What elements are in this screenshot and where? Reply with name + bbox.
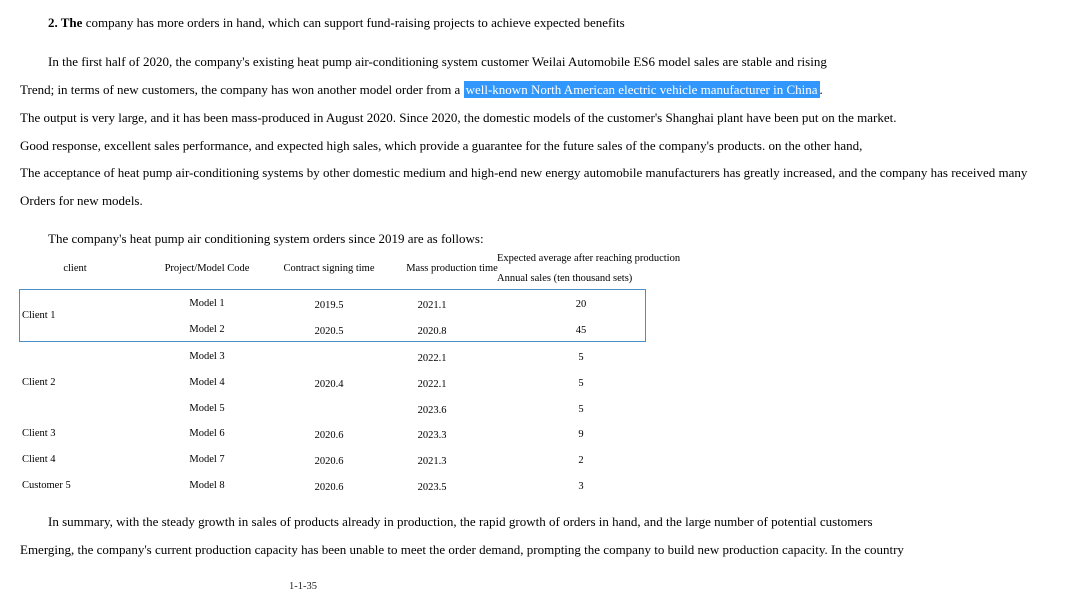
table-cell-model: Model 5 xyxy=(189,403,225,414)
paragraph-line-text: Trend; in terms of new customers, the company has won another model order from a xyxy=(20,82,464,97)
paragraph-line: The acceptance of heat pump air-conditioning systems by other domestic medium and high-end new energy automobile manufacturers has greatly increased, and the company has received many xyxy=(20,165,1028,180)
paragraph-line: Good response, excellent sales performance, and expected high sales, which provide a guarantee for the future sales of the company's products. on the other hand, xyxy=(20,138,863,153)
summary-line: In summary, with the steady growth in sales of products already in production, the rapid growth of orders in hand, and the large number of potential customers xyxy=(48,514,873,529)
page-number: 1-1-35 xyxy=(289,581,317,592)
table-cell-production: 2021.3 xyxy=(417,456,447,467)
table-cell-contract: 2020.5 xyxy=(314,326,344,337)
table-cell-client: Client 2 xyxy=(22,377,56,388)
table-cell-model: Model 3 xyxy=(189,351,225,362)
table-cell-sales: 5 xyxy=(578,404,584,415)
table-intro-line: The company's heat pump air conditioning system orders since 2019 are as follows: xyxy=(48,231,484,246)
table-cell-production: 2022.1 xyxy=(417,379,447,390)
table-cell-model: Model 1 xyxy=(189,298,225,309)
table-cell-contract: 2019.5 xyxy=(314,300,344,311)
table-cell-production: 2023.5 xyxy=(417,482,447,493)
table-cell-model: Model 6 xyxy=(189,428,225,439)
paragraph-line xyxy=(20,82,823,98)
section-heading-text: company has more orders in hand, which can support fund-raising projects to achieve expected benefits xyxy=(82,15,625,30)
table-cell-production: 2023.3 xyxy=(417,430,447,441)
paragraph-line: The output is very large, and it has been mass-produced in August 2020. Since 2020, the domestic models of the customer's Shanghai plant have been put on the market. xyxy=(20,110,897,125)
table-cell-sales: 2 xyxy=(578,455,584,466)
table-cell-contract: 2020.6 xyxy=(314,456,344,467)
table-cell-production: 2023.6 xyxy=(417,405,447,416)
table-cell-client: Client 3 xyxy=(22,428,56,439)
table-cell-contract: 2020.6 xyxy=(314,430,344,441)
table-cell-sales: 9 xyxy=(578,429,584,440)
table-cell-sales: 20 xyxy=(575,299,587,310)
table-header-model: Project/Model Code xyxy=(164,263,250,274)
table-cell-model: Model 7 xyxy=(189,454,225,465)
section-heading-number: 2. The xyxy=(48,15,83,30)
table-cell-client: Customer 5 xyxy=(22,480,71,491)
table-cell-sales: 5 xyxy=(578,378,584,389)
table-header-production: Mass production time xyxy=(406,263,498,274)
table-cell-model: Model 4 xyxy=(189,377,225,388)
table-cell-production: 2022.1 xyxy=(417,353,447,364)
table-cell-contract: 2020.6 xyxy=(314,482,344,493)
table-cell-model: Model 8 xyxy=(189,480,225,491)
table-cell-model: Model 2 xyxy=(189,324,225,335)
table-cell-sales: 5 xyxy=(578,352,584,363)
paragraph-line: In the first half of 2020, the company's existing heat pump air-conditioning system customer Weilai Automobile ES6 model sales are stable and rising xyxy=(48,54,827,69)
table-cell-sales: 3 xyxy=(578,481,584,492)
paragraph-line: Orders for new models. xyxy=(20,193,143,208)
table-cell-sales: 45 xyxy=(575,325,587,336)
table-cell-production: 2020.8 xyxy=(417,326,447,337)
table-header-contract: Contract signing time xyxy=(283,263,375,274)
highlighted-text: well-known North American electric vehicle manufacturer in China xyxy=(465,82,818,97)
section-heading xyxy=(48,15,625,31)
table-cell-production: 2021.1 xyxy=(417,300,447,311)
table-header-expected-sales-line1: Expected average after reaching production xyxy=(497,253,681,264)
paragraph-line-text: . xyxy=(819,82,823,97)
table-cell-contract: 2020.4 xyxy=(314,379,344,390)
summary-line: Emerging, the company's current production capacity has been unable to meet the order demand, prompting the company to build new production capacity. In the country xyxy=(20,542,904,557)
table-header-expected-sales-line2: Annual sales (ten thousand sets) xyxy=(497,273,633,284)
table-cell-client: Client 1 xyxy=(22,310,56,321)
table-header-client: client xyxy=(63,263,87,274)
table-cell-client: Client 4 xyxy=(22,454,56,465)
